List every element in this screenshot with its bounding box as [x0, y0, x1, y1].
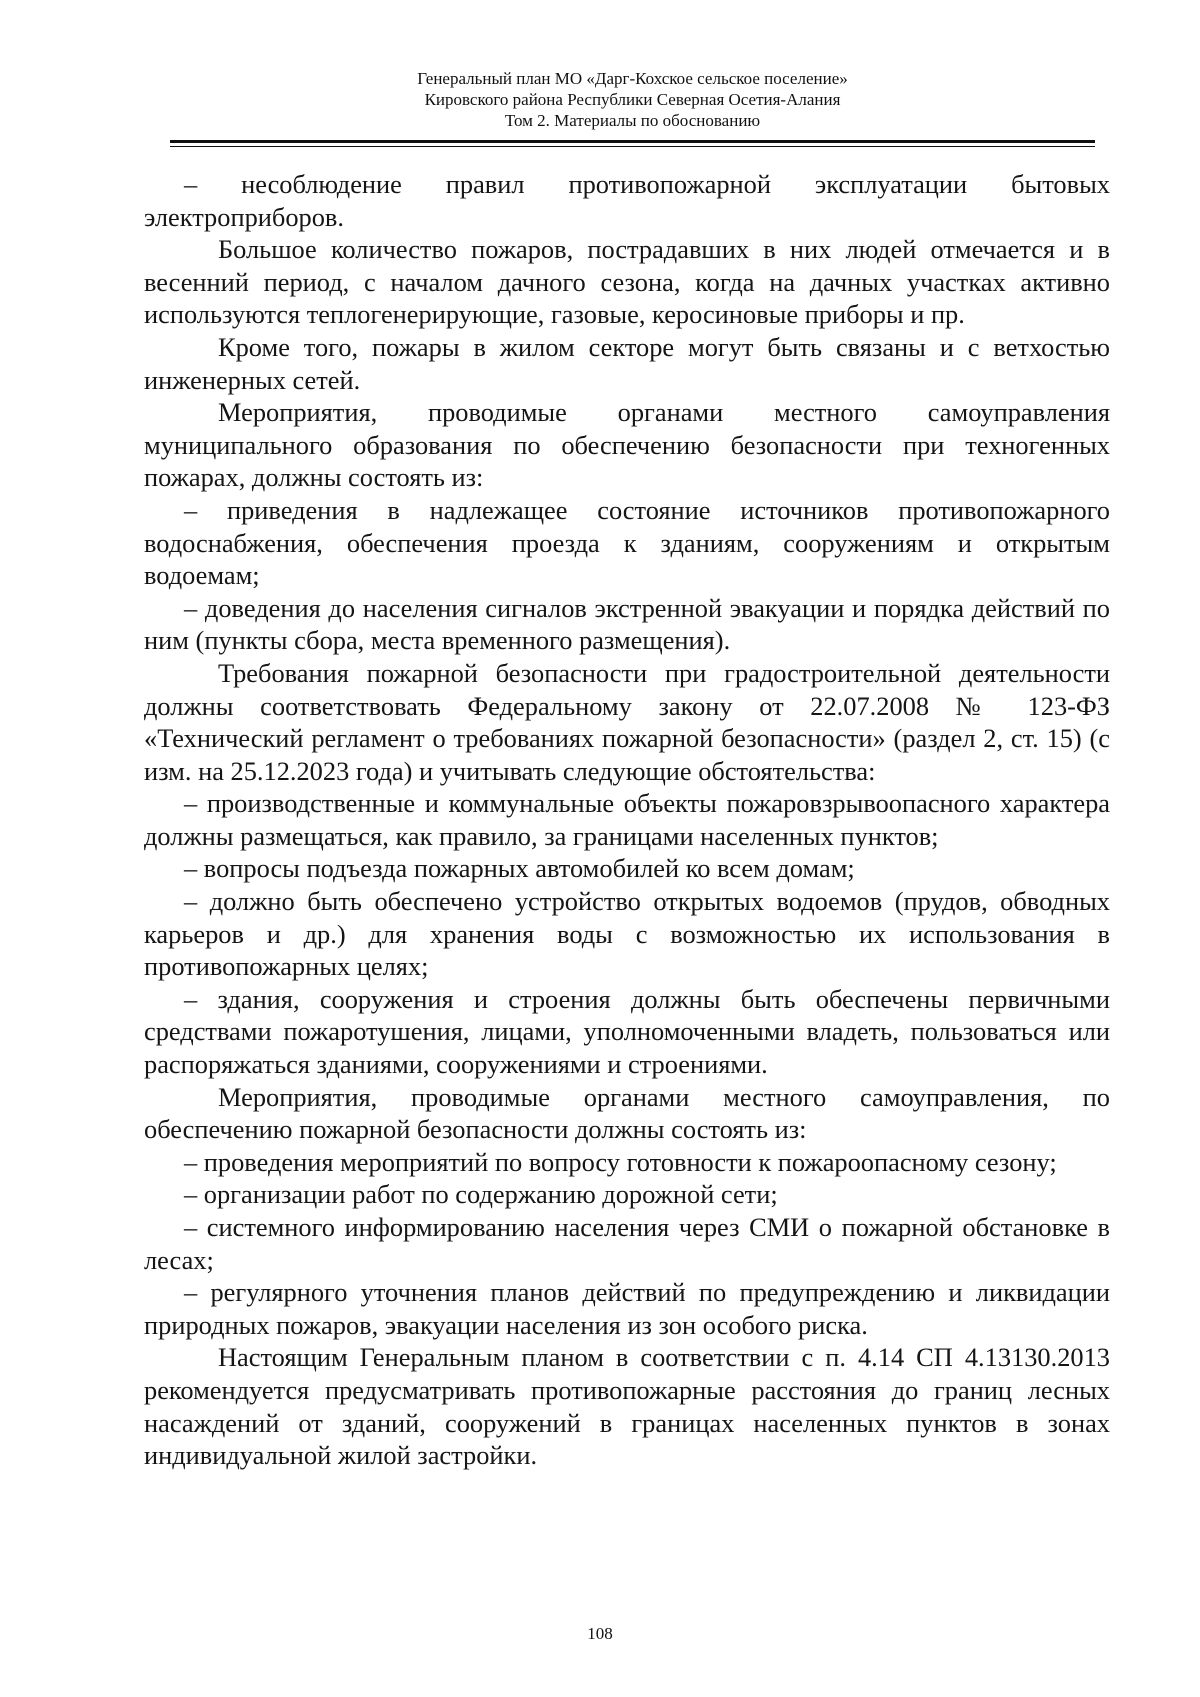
paragraph: – регулярного уточнения планов действий по предупреждению и ликвидации природных пожаров, эвакуации населения из зон особого риска.	[144, 1277, 1110, 1340]
paragraph: Большое количество пожаров, пострадавших в них людей отмечается и в весенний период, с началом дачного сезона, когда на дачных участках активно используются теплогенерирующие, газовые, керосиновые приборы и пр.	[144, 234, 1110, 330]
paragraph: Кроме того, пожары в жилом секторе могут быть связаны и с ветхостью инженерных сетей.	[144, 331, 1110, 395]
header-line-3: Том 2. Материалы по обоснованию	[504, 111, 761, 130]
paragraph: – доведения до населения сигналов экстренной эвакуации и порядка действий по ним (пункты сбора, места временного размещения).	[144, 592, 1110, 656]
page-number: 108	[587, 1624, 613, 1643]
paragraph: Мероприятия, проводимые органами местного самоуправления муниципального образования по обеспечению безопасности при техногенных пожарах, должны состоять из:	[144, 397, 1110, 493]
paragraph: – несоблюдение правил противопожарной эксплуатации бытовых электроприборов.	[144, 169, 1110, 232]
paragraph: Мероприятия, проводимые органами местного самоуправления, по обеспечению пожарной безопасности должны состоять из:	[144, 1081, 1110, 1145]
header-rule-thin	[170, 146, 1095, 147]
paragraph: – производственные и коммунальные объекты пожаровзрывоопасного характера должны размещаться, как правило, за границами населенных пунктов;	[144, 788, 1110, 851]
paragraph: – организации работ по содержанию дорожной сети;	[184, 1179, 778, 1210]
header-rule-thick	[170, 140, 1095, 143]
paragraph: Требования пожарной безопасности при градостроительной деятельности должны соответствовать Федеральному закону от 22.07.2008 № 123-ФЗ «Технический регламент о требованиях пожарной безопасности» (раздел 2, ст. 15) (с изм. на 25.12.2023 года) и учитывать следующие обстоятельства:	[144, 657, 1110, 786]
paragraph: – здания, сооружения и строения должны быть обеспечены первичными средствами пожаротушения, лицами, уполномоченными владеть, пользоваться или распоряжаться зданиями, сооружениями и строениями.	[144, 983, 1110, 1080]
paragraph: – системного информированию населения через СМИ о пожарной обстановке в лесах;	[144, 1212, 1110, 1275]
body-text	[144, 168, 1110, 1472]
paragraph: Настоящим Генеральным планом в соответствии с п. 4.14 СП 4.13130.2013 рекомендуется предусматривать противопожарные расстояния до границ лесных насаждений от зданий, сооружений в границах населенных пунктов в зонах индивидуальной жилой застройки.	[144, 1342, 1110, 1471]
header-line-2: Кировского района Республики Северная Осетия-Алания	[424, 90, 841, 109]
paragraph: – должно быть обеспечено устройство открытых водоемов (прудов, обводных карьеров и др.) для хранения воды с возможностью их использования в противопожарных целях;	[144, 886, 1110, 982]
running-header	[170, 68, 1095, 131]
header-line-1: Генеральный план МО «Дарг-Кохское сельское поселение»	[417, 69, 848, 88]
paragraph: – проведения мероприятий по вопросу готовности к пожароопасному сезону;	[184, 1146, 1057, 1177]
paragraph: – вопросы подъезда пожарных автомобилей ко всем домам;	[184, 853, 855, 884]
paragraph: – приведения в надлежащее состояние источников противопожарного водоснабжения, обеспечения проезда к зданиям, сооружениям и открытым водоемам;	[144, 494, 1110, 591]
